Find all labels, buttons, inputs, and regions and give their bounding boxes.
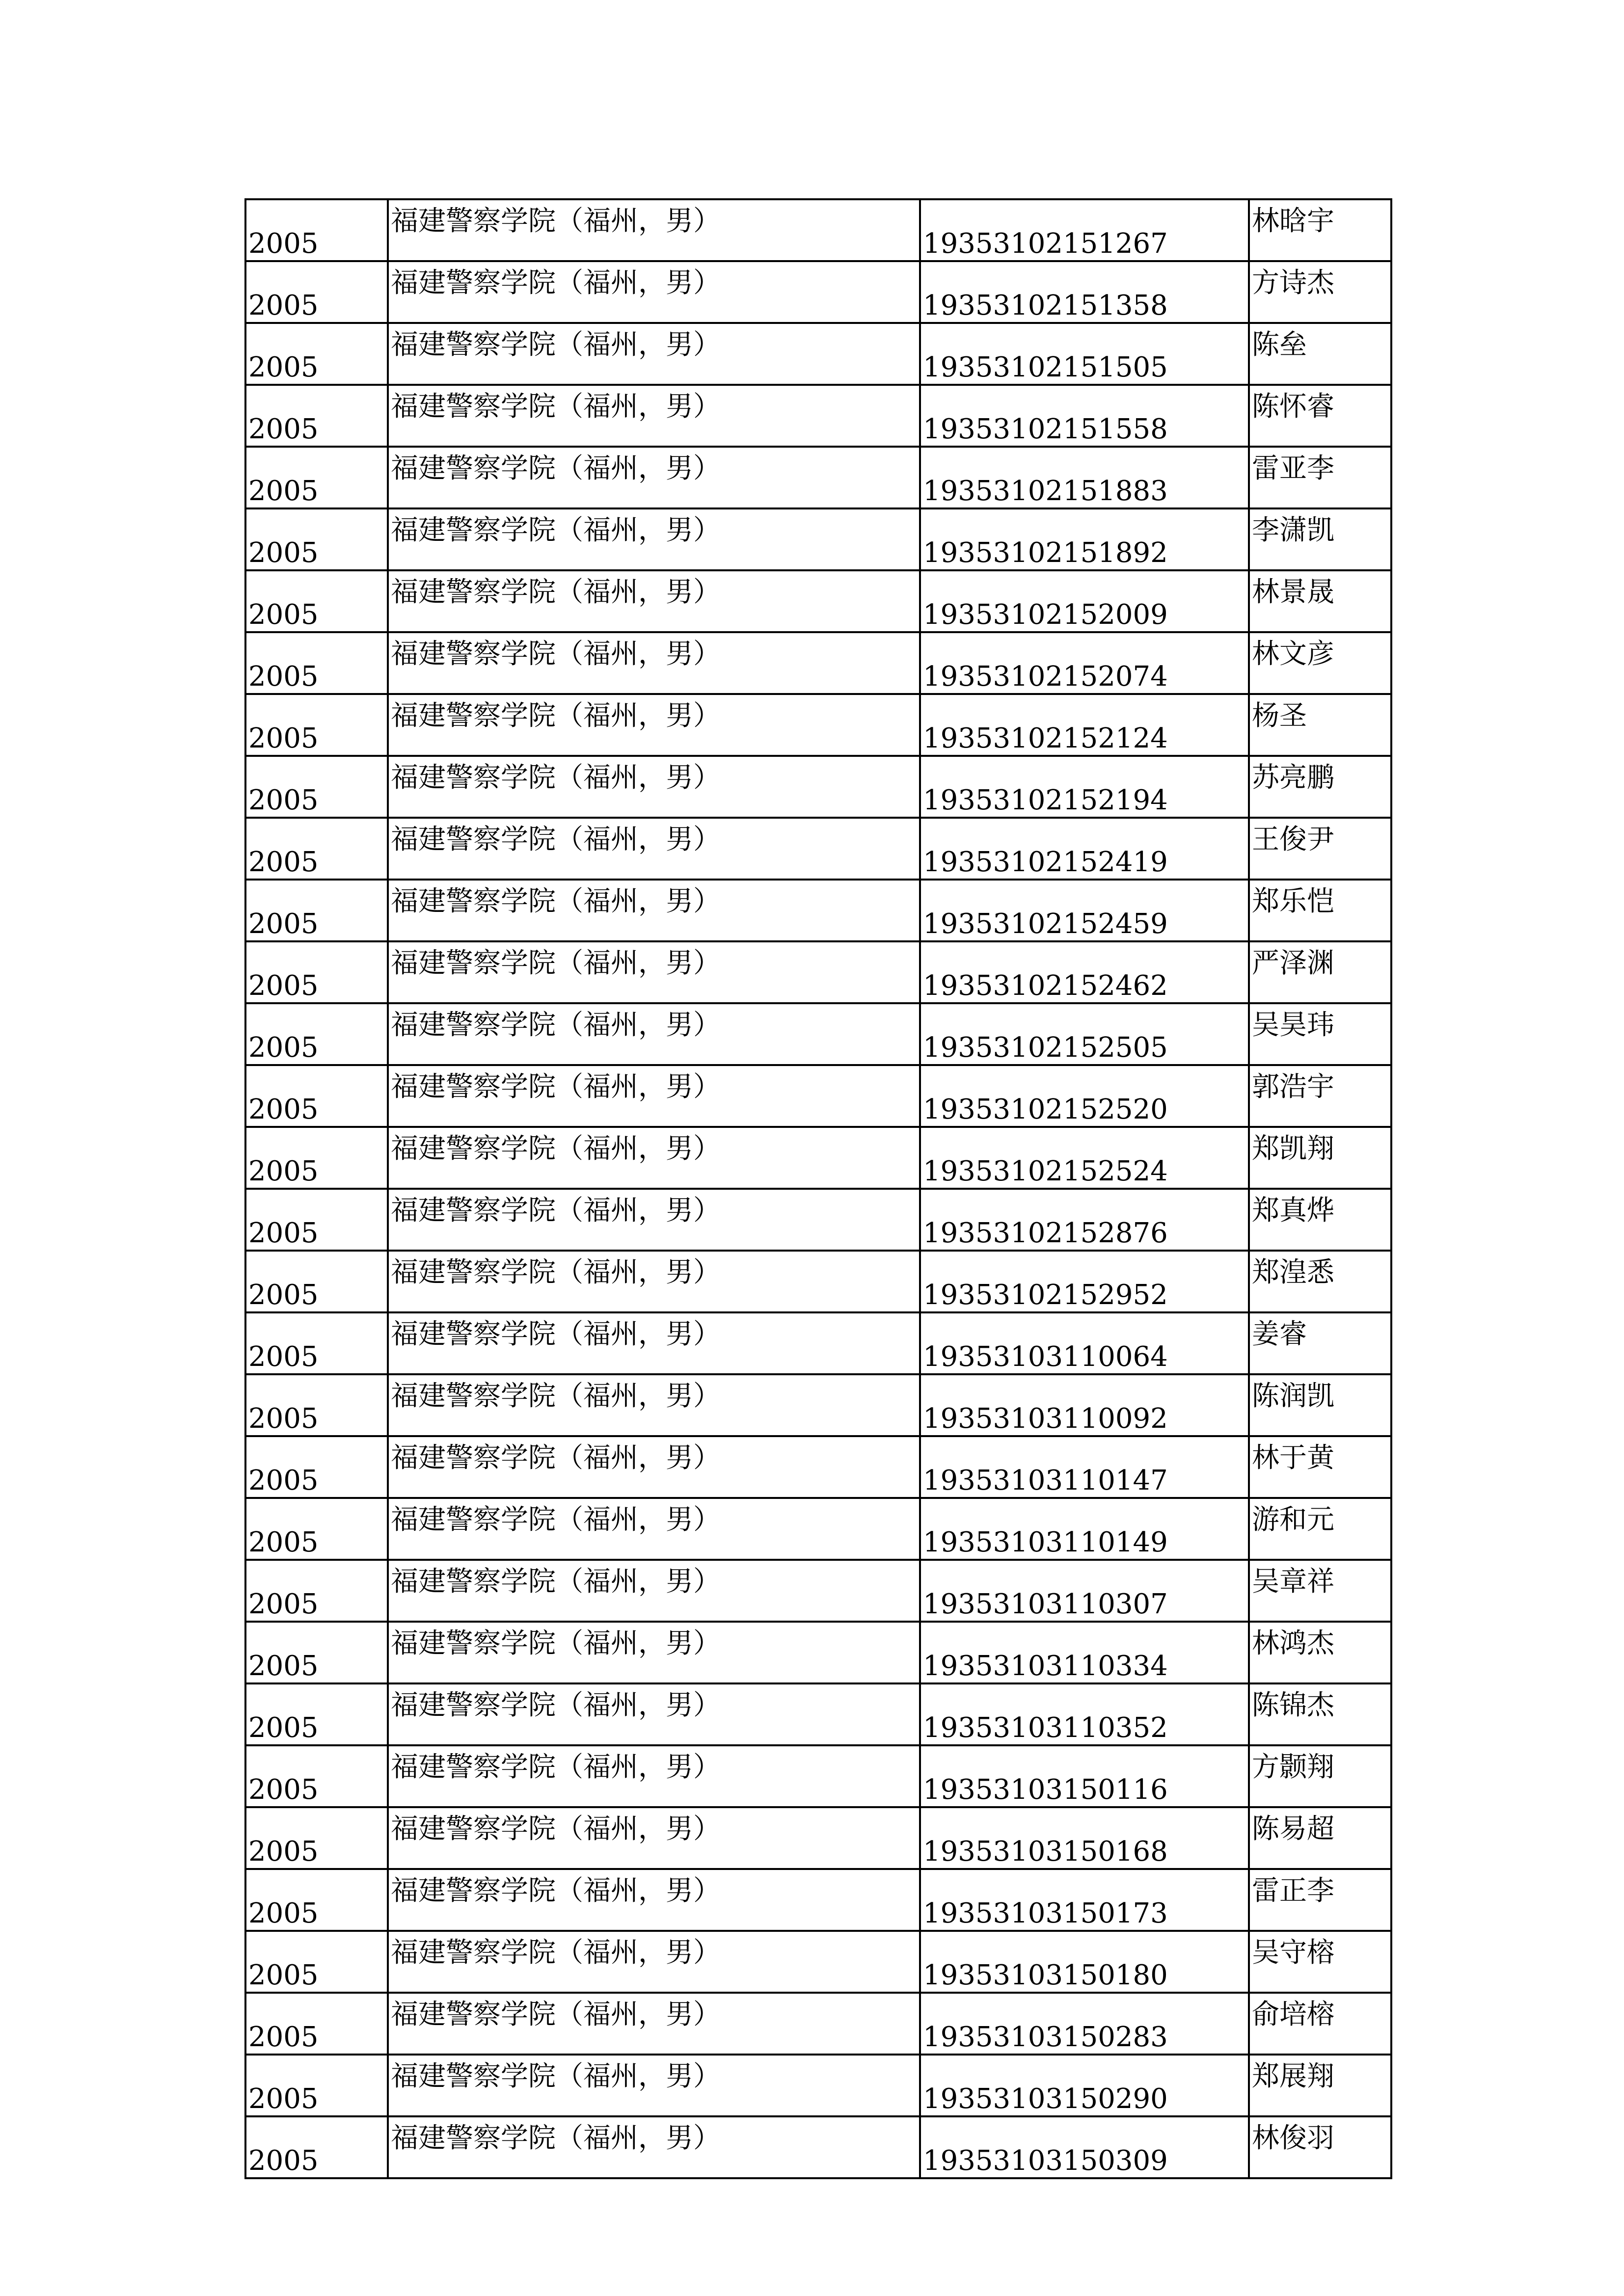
candidate-id-cell: 19353103110334	[920, 1622, 1249, 1683]
table-row	[245, 1993, 1391, 2055]
candidate-id-cell: 19353103110092	[920, 1374, 1249, 1436]
name-cell: 苏亮鹏	[1249, 756, 1391, 818]
name-cell: 郑真烨	[1249, 1189, 1391, 1251]
candidate-id-cell: 19353102152419	[920, 818, 1249, 880]
candidate-id-cell: 19353102152009	[920, 570, 1249, 632]
table-row	[245, 1436, 1391, 1498]
name-cell: 陈怀睿	[1249, 385, 1391, 447]
name-cell: 严泽渊	[1249, 941, 1391, 1003]
school-cell: 福建警察学院（福州，男）	[388, 508, 920, 570]
candidate-id-cell: 19353102152459	[920, 880, 1249, 941]
candidate-id-cell: 19353102152194	[920, 756, 1249, 818]
year-cell: 2005	[245, 1189, 388, 1251]
table-row	[245, 1251, 1391, 1312]
name-cell: 雷正李	[1249, 1869, 1391, 1931]
school-cell: 福建警察学院（福州，男）	[388, 1312, 920, 1374]
year-cell: 2005	[245, 1993, 388, 2055]
school-cell: 福建警察学院（福州，男）	[388, 941, 920, 1003]
school-cell: 福建警察学院（福州，男）	[388, 1065, 920, 1127]
school-cell: 福建警察学院（福州，男）	[388, 756, 920, 818]
year-cell: 2005	[245, 1560, 388, 1622]
candidate-id-cell: 19353103110307	[920, 1560, 1249, 1622]
school-cell: 福建警察学院（福州，男）	[388, 694, 920, 756]
year-cell: 2005	[245, 1807, 388, 1869]
name-cell: 俞培榕	[1249, 1993, 1391, 2055]
table-row	[245, 1807, 1391, 1869]
year-cell: 2005	[245, 1498, 388, 1560]
candidate-id-cell: 19353102151505	[920, 323, 1249, 385]
school-cell: 福建警察学院（福州，男）	[388, 1498, 920, 1560]
candidate-id-cell: 19353103110064	[920, 1312, 1249, 1374]
name-cell: 杨圣	[1249, 694, 1391, 756]
table-row	[245, 1374, 1391, 1436]
year-cell: 2005	[245, 1251, 388, 1312]
year-cell: 2005	[245, 570, 388, 632]
table-row	[245, 818, 1391, 880]
table-row	[245, 447, 1391, 508]
table-row	[245, 880, 1391, 941]
school-cell: 福建警察学院（福州，男）	[388, 1745, 920, 1807]
school-cell: 福建警察学院（福州，男）	[388, 1251, 920, 1312]
name-cell: 吴章祥	[1249, 1560, 1391, 1622]
table-row	[245, 199, 1391, 261]
table-row	[245, 261, 1391, 323]
year-cell: 2005	[245, 818, 388, 880]
school-cell: 福建警察学院（福州，男）	[388, 447, 920, 508]
year-cell: 2005	[245, 1683, 388, 1745]
table-row	[245, 323, 1391, 385]
school-cell: 福建警察学院（福州，男）	[388, 1807, 920, 1869]
school-cell: 福建警察学院（福州，男）	[388, 1560, 920, 1622]
school-cell: 福建警察学院（福州，男）	[388, 1993, 920, 2055]
name-cell: 陈锦杰	[1249, 1683, 1391, 1745]
candidate-id-cell: 19353103150283	[920, 1993, 1249, 2055]
table-row	[245, 1065, 1391, 1127]
name-cell: 陈垒	[1249, 323, 1391, 385]
table-row	[245, 508, 1391, 570]
candidate-id-cell: 19353102152505	[920, 1003, 1249, 1065]
school-cell: 福建警察学院（福州，男）	[388, 1931, 920, 1993]
name-cell: 陈易超	[1249, 1807, 1391, 1869]
table-row	[245, 1560, 1391, 1622]
name-cell: 林文彦	[1249, 632, 1391, 694]
table-row	[245, 1312, 1391, 1374]
school-cell: 福建警察学院（福州，男）	[388, 1869, 920, 1931]
name-cell: 郑湟悉	[1249, 1251, 1391, 1312]
table-row	[245, 1869, 1391, 1931]
year-cell: 2005	[245, 694, 388, 756]
table-row	[245, 941, 1391, 1003]
candidate-id-cell: 19353103150309	[920, 2116, 1249, 2178]
year-cell: 2005	[245, 385, 388, 447]
name-cell: 吴守榕	[1249, 1931, 1391, 1993]
school-cell: 福建警察学院（福州，男）	[388, 1003, 920, 1065]
year-cell: 2005	[245, 756, 388, 818]
school-cell: 福建警察学院（福州，男）	[388, 1436, 920, 1498]
candidate-id-cell: 19353103110147	[920, 1436, 1249, 1498]
table-row	[245, 385, 1391, 447]
name-cell: 方诗杰	[1249, 261, 1391, 323]
name-cell: 郑乐恺	[1249, 880, 1391, 941]
year-cell: 2005	[245, 880, 388, 941]
name-cell: 方颢翔	[1249, 1745, 1391, 1807]
school-cell: 福建警察学院（福州，男）	[388, 632, 920, 694]
candidate-id-cell: 19353103150173	[920, 1869, 1249, 1931]
school-cell: 福建警察学院（福州，男）	[388, 1189, 920, 1251]
year-cell: 2005	[245, 1127, 388, 1189]
year-cell: 2005	[245, 2116, 388, 2178]
table-row	[245, 2055, 1391, 2116]
name-cell: 李潇凯	[1249, 508, 1391, 570]
year-cell: 2005	[245, 261, 388, 323]
name-cell: 王俊尹	[1249, 818, 1391, 880]
candidate-id-cell: 19353102152520	[920, 1065, 1249, 1127]
name-cell: 郭浩宇	[1249, 1065, 1391, 1127]
school-cell: 福建警察学院（福州，男）	[388, 199, 920, 261]
table-row	[245, 1931, 1391, 1993]
name-cell: 林俊羽	[1249, 2116, 1391, 2178]
candidate-id-cell: 19353102151558	[920, 385, 1249, 447]
table-row	[245, 1498, 1391, 1560]
school-cell: 福建警察学院（福州，男）	[388, 385, 920, 447]
candidate-id-cell: 19353103150180	[920, 1931, 1249, 1993]
year-cell: 2005	[245, 1745, 388, 1807]
table-row	[245, 1745, 1391, 1807]
year-cell: 2005	[245, 1374, 388, 1436]
name-cell: 林于黄	[1249, 1436, 1391, 1498]
school-cell: 福建警察学院（福州，男）	[388, 570, 920, 632]
name-cell: 林晗宇	[1249, 199, 1391, 261]
school-cell: 福建警察学院（福州，男）	[388, 818, 920, 880]
year-cell: 2005	[245, 508, 388, 570]
year-cell: 2005	[245, 1869, 388, 1931]
table-row	[245, 2116, 1391, 2178]
year-cell: 2005	[245, 1065, 388, 1127]
candidate-id-cell: 19353103150168	[920, 1807, 1249, 1869]
year-cell: 2005	[245, 632, 388, 694]
school-cell: 福建警察学院（福州，男）	[388, 2116, 920, 2178]
school-cell: 福建警察学院（福州，男）	[388, 323, 920, 385]
school-cell: 福建警察学院（福州，男）	[388, 2055, 920, 2116]
candidate-id-cell: 19353102152952	[920, 1251, 1249, 1312]
year-cell: 2005	[245, 447, 388, 508]
table-row	[245, 1189, 1391, 1251]
candidate-id-cell: 19353102152124	[920, 694, 1249, 756]
name-cell: 林鸿杰	[1249, 1622, 1391, 1683]
name-cell: 郑凯翔	[1249, 1127, 1391, 1189]
candidate-id-cell: 19353103110352	[920, 1683, 1249, 1745]
candidate-id-cell: 19353102152462	[920, 941, 1249, 1003]
year-cell: 2005	[245, 2055, 388, 2116]
name-cell: 陈润凯	[1249, 1374, 1391, 1436]
candidate-id-cell: 19353102151883	[920, 447, 1249, 508]
name-cell: 吴昊玮	[1249, 1003, 1391, 1065]
table-row	[245, 1622, 1391, 1683]
school-cell: 福建警察学院（福州，男）	[388, 1683, 920, 1745]
table-row	[245, 1683, 1391, 1745]
year-cell: 2005	[245, 199, 388, 261]
school-cell: 福建警察学院（福州，男）	[388, 880, 920, 941]
table-row	[245, 756, 1391, 818]
table-row	[245, 570, 1391, 632]
candidate-id-cell: 19353102151892	[920, 508, 1249, 570]
table-row	[245, 694, 1391, 756]
candidate-id-cell: 19353102152876	[920, 1189, 1249, 1251]
year-cell: 2005	[245, 1931, 388, 1993]
year-cell: 2005	[245, 1622, 388, 1683]
name-cell: 雷亚李	[1249, 447, 1391, 508]
school-cell: 福建警察学院（福州，男）	[388, 261, 920, 323]
candidate-id-cell: 19353102151267	[920, 199, 1249, 261]
year-cell: 2005	[245, 1436, 388, 1498]
table-row	[245, 1127, 1391, 1189]
school-cell: 福建警察学院（福州，男）	[388, 1374, 920, 1436]
year-cell: 2005	[245, 941, 388, 1003]
candidate-id-cell: 19353102152074	[920, 632, 1249, 694]
candidate-id-cell: 19353103150290	[920, 2055, 1249, 2116]
name-cell: 林景晟	[1249, 570, 1391, 632]
school-cell: 福建警察学院（福州，男）	[388, 1127, 920, 1189]
year-cell: 2005	[245, 1312, 388, 1374]
name-cell: 姜睿	[1249, 1312, 1391, 1374]
year-cell: 2005	[245, 323, 388, 385]
candidate-id-cell: 19353102152524	[920, 1127, 1249, 1189]
candidate-id-cell: 19353102151358	[920, 261, 1249, 323]
table-row	[245, 1003, 1391, 1065]
school-cell: 福建警察学院（福州，男）	[388, 1622, 920, 1683]
table-body	[245, 199, 1391, 2178]
name-cell: 郑展翔	[1249, 2055, 1391, 2116]
admission-list-table	[244, 198, 1392, 2179]
year-cell: 2005	[245, 1003, 388, 1065]
name-cell: 游和元	[1249, 1498, 1391, 1560]
candidate-id-cell: 19353103110149	[920, 1498, 1249, 1560]
table-row	[245, 632, 1391, 694]
candidate-id-cell: 19353103150116	[920, 1745, 1249, 1807]
